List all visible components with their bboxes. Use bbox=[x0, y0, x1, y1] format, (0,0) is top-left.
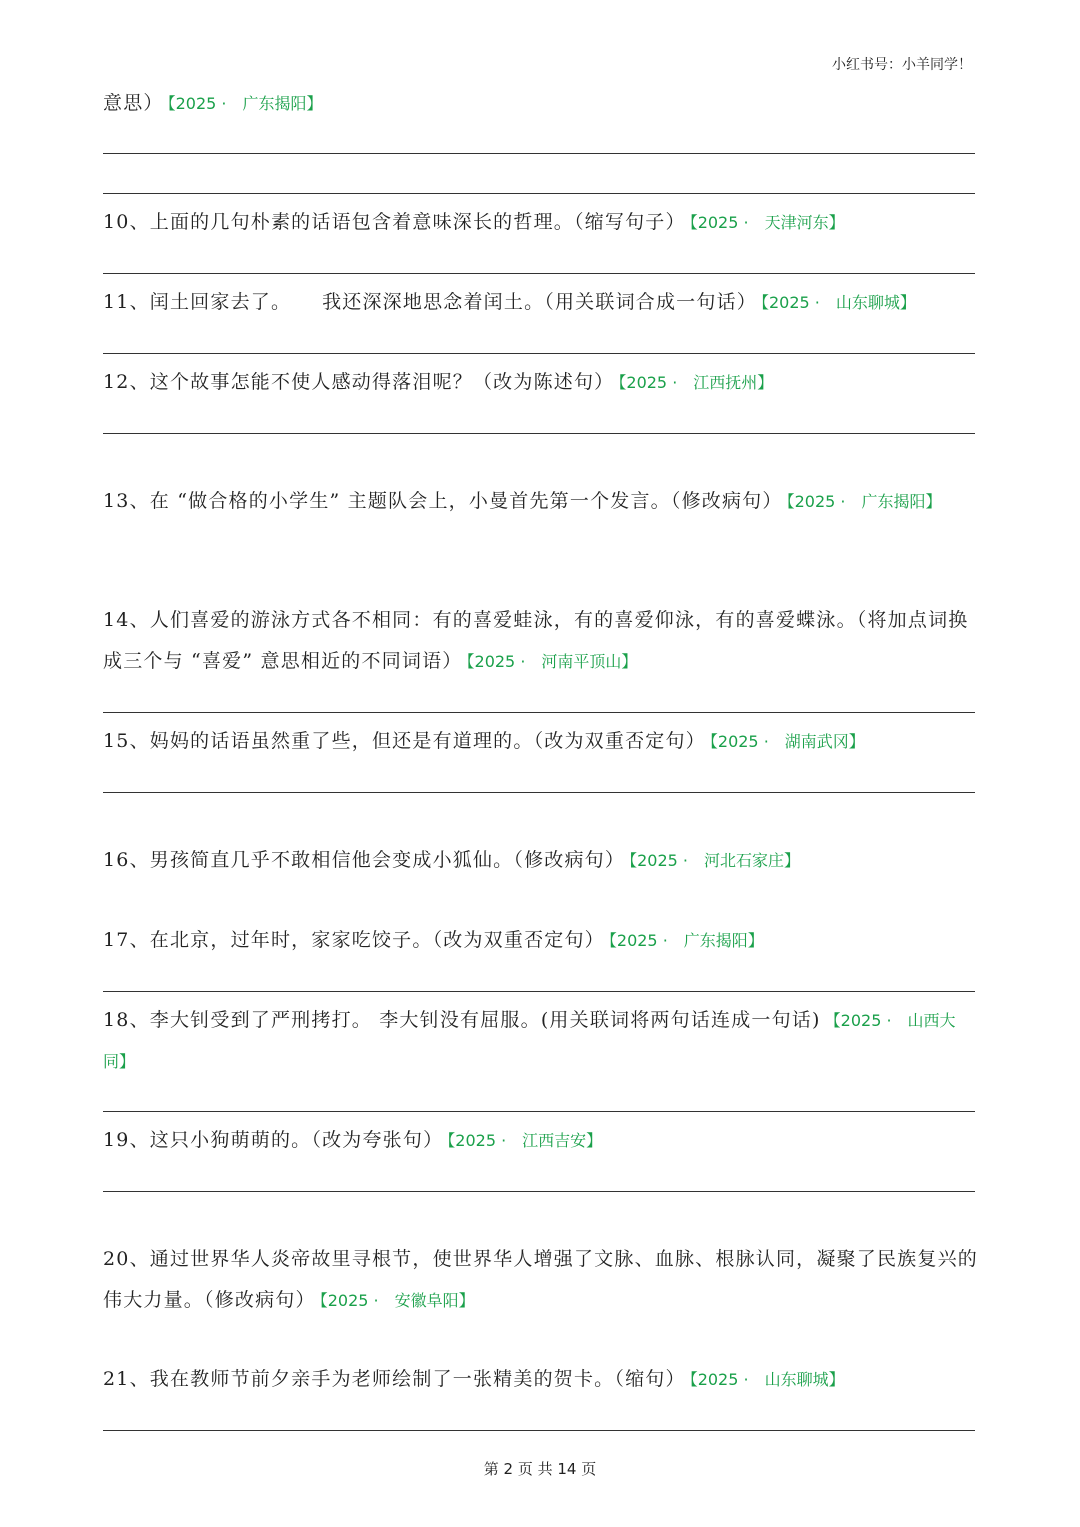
question-item bbox=[103, 1120, 978, 1161]
question-text: 19、这只小狗萌萌的。（改为夸张句） bbox=[103, 1129, 444, 1151]
question-text: 12、这个故事怎能不使人感动得落泪呢？（改为陈述句） bbox=[103, 371, 615, 393]
answer-line bbox=[103, 712, 975, 713]
answer-line bbox=[103, 433, 975, 434]
source-tag: 【2025 · 山西大同】 bbox=[103, 1011, 956, 1071]
question-item bbox=[103, 1359, 978, 1400]
answer-line bbox=[103, 153, 975, 154]
source-tag: 【2025 · 江西吉安】 bbox=[447, 1131, 603, 1150]
question-item bbox=[103, 202, 978, 243]
source-tag: 【2025 · 广东揭阳】 bbox=[167, 94, 323, 113]
answer-line bbox=[103, 193, 975, 194]
answer-line bbox=[103, 792, 975, 793]
question-item bbox=[103, 721, 978, 762]
question-item bbox=[103, 920, 978, 961]
question-text: 15、妈妈的话语虽然重了些，但还是有道理的。（改为双重否定句） bbox=[103, 730, 706, 752]
question-item bbox=[103, 481, 978, 522]
answer-line bbox=[103, 1430, 975, 1431]
question-text: 13、在 “做合格的小学生” 主题队会上，小曼首先第一个发言。（修改病句） bbox=[103, 490, 783, 512]
question-item bbox=[103, 83, 978, 124]
question-text: 意思） bbox=[103, 92, 164, 114]
watermark: 小红书号：小羊同学！ bbox=[832, 57, 972, 73]
answer-line bbox=[103, 353, 975, 354]
question-item bbox=[103, 600, 978, 682]
source-tag: 【2025 · 湖南武冈】 bbox=[709, 732, 865, 751]
question-item bbox=[103, 362, 978, 403]
source-tag: 【2025 · 山东聊城】 bbox=[689, 1370, 845, 1389]
source-tag: 【2025 · 河北石家庄】 bbox=[629, 851, 800, 870]
page-footer: 第 2 页 共 14 页 bbox=[483, 1460, 597, 1478]
answer-line bbox=[103, 273, 975, 274]
question-text: 18、李大钊受到了严刑拷打。 李大钊没有屈服。(用关联词将两句话连成一句话) bbox=[103, 1009, 821, 1031]
source-tag: 【2025 · 河南平顶山】 bbox=[466, 652, 638, 671]
question-text: 14、人们喜爱的游泳方式各不相同：有的喜爱蛙泳，有的喜爱仰泳，有的喜爱蝶泳。（将加点词换成三个与 “喜爱” 意思相近的不同词语） bbox=[103, 609, 969, 672]
question-item bbox=[103, 840, 978, 881]
question-text: 16、男孩简直几乎不敢相信他会变成小狐仙。（修改病句） bbox=[103, 849, 626, 871]
source-tag: 【2025 · 广东揭阳】 bbox=[786, 492, 942, 511]
question-text: 10、上面的几句朴素的话语包含着意味深长的哲理。（缩写句子） bbox=[103, 211, 686, 233]
question-item bbox=[103, 282, 978, 323]
source-tag: 【2025 · 安徽阜阳】 bbox=[319, 1291, 475, 1310]
question-text: 11、闰土回家去了。 我还深深地思念着闰土。（用关联词合成一句话） bbox=[103, 291, 757, 313]
source-tag: 【2025 · 天津河东】 bbox=[689, 213, 845, 232]
question-text: 17、在北京，过年时，家家吃饺子。（改为双重否定句） bbox=[103, 929, 605, 951]
source-tag: 【2025 · 广东揭阳】 bbox=[608, 931, 764, 950]
answer-line bbox=[103, 1111, 975, 1112]
answer-line bbox=[103, 991, 975, 992]
source-tag: 【2025 · 山东聊城】 bbox=[760, 293, 916, 312]
question-text: 20、通过世界华人炎帝故里寻根节，使世界华人增强了文脉、血脉、根脉认同，凝聚了民族复兴的伟大力量。（修改病句） bbox=[103, 1248, 978, 1311]
question-text: 21、我在教师节前夕亲手为老师绘制了一张精美的贺卡。（缩句） bbox=[103, 1368, 686, 1390]
source-tag: 【2025 · 江西抚州】 bbox=[618, 373, 774, 392]
answer-line bbox=[103, 1191, 975, 1192]
question-item bbox=[103, 1239, 978, 1321]
question-item bbox=[103, 1000, 978, 1082]
